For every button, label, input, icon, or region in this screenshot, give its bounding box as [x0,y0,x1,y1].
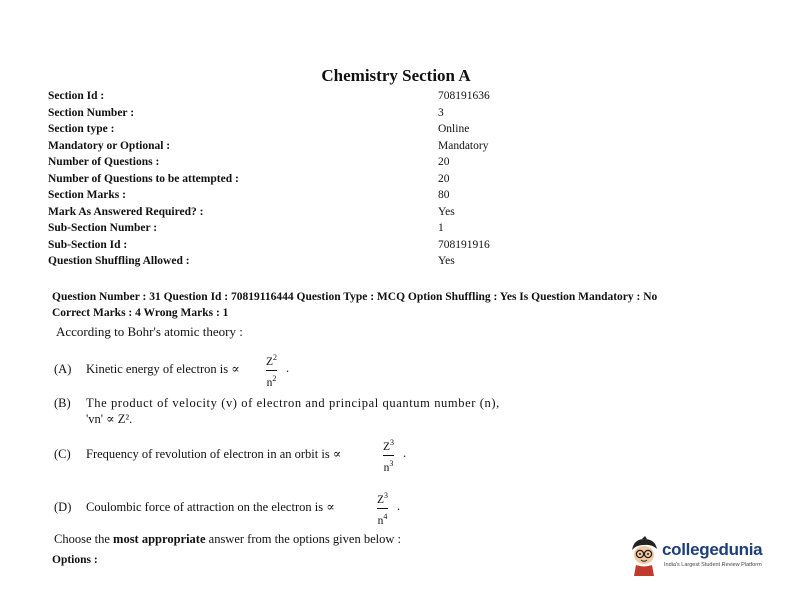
info-value: Yes [438,206,455,218]
fraction-numerator-exponent: 3 [384,491,389,500]
option-c-period: . [403,446,407,460]
mascot-icon [626,536,662,576]
info-label: Section Number : [48,107,135,119]
info-row-number-of-questions [48,156,568,172]
info-value: Mandatory [438,140,489,152]
answer-instruction [54,532,401,547]
option-text: Frequency of revolution of electron in an orbit is ∝ [86,447,342,461]
option-text: Kinetic energy of electron is ∝ [86,362,240,376]
fraction-numerator-base: Z [383,440,391,453]
info-row-section-type [48,123,568,139]
instruction-text-start: Choose the [54,532,110,546]
info-row-sub-section-number [48,222,568,238]
fraction-numerator-base: Z [266,355,274,368]
option-c-fraction [383,436,394,475]
info-label: Number of Questions : [48,156,160,168]
option-key: (D) [54,500,72,514]
fraction-numerator-exponent: 3 [390,438,395,447]
info-row-sub-section-id [48,239,568,255]
brand-name: collegedunia [662,540,763,559]
options-label: Options : [52,554,98,566]
section-title: Chemistry Section A [321,66,471,85]
fraction-denominator-exponent: 2 [272,373,277,383]
info-row-question-shuffling [48,255,568,271]
option-d-period: . [397,499,401,513]
collegedunia-watermark [626,536,776,576]
fraction-denominator-base: n [377,514,384,527]
option-key: (C) [54,447,71,461]
option-a [54,361,240,377]
info-value: Yes [438,255,455,267]
info-row-mandatory [48,140,568,156]
info-label: Mandatory or Optional : [48,140,171,152]
option-text: Coulombic force of attraction on the electron is ∝ [86,500,335,514]
info-row-questions-to-attempt [48,173,568,189]
info-label: Question Shuffling Allowed : [48,255,190,267]
option-key: (B) [54,396,71,410]
fraction-denominator-base: n [383,461,390,474]
info-value: Online [438,123,470,135]
option-d-fraction [377,489,388,528]
info-value: 80 [438,189,450,201]
question-meta-line: Question Number : 31 Question Id : 70819116444 Question Type : MCQ Option Shuffling : Yes Is Question Mandatory : No [52,291,658,303]
fraction-numerator-base: Z [377,493,385,506]
info-row-section-number [48,107,568,123]
fraction-denominator-exponent: 4 [383,511,388,521]
fraction-denominator-exponent: 3 [389,458,394,468]
option-a-period: . [286,361,290,375]
option-b-line2: 'vn' ∝ Z². [86,412,133,426]
info-value: 708191636 [438,90,490,102]
fraction-numerator-exponent: 2 [273,353,278,362]
option-a-fraction [266,351,277,390]
option-b [54,396,500,411]
info-value: 20 [438,173,450,185]
question-stem: According to Bohr's atomic theory : [56,324,243,339]
info-row-section-marks [48,189,568,205]
question-marks-line: Correct Marks : 4 Wrong Marks : 1 [52,307,229,319]
fraction-denominator-base: n [266,376,273,389]
info-label: Mark As Answered Required? : [48,206,204,218]
info-value: 708191916 [438,239,490,251]
info-label: Number of Questions to be attempted : [48,173,239,185]
option-d [54,499,335,515]
info-row-section-id [48,90,568,106]
info-label: Section Id : [48,90,105,102]
info-value: 1 [438,222,444,234]
info-value: 3 [438,107,444,119]
info-label: Sub-Section Id : [48,239,128,251]
option-key: (A) [54,362,72,376]
info-row-mark-as-answered [48,206,568,222]
info-value: 20 [438,156,450,168]
info-label: Section Marks : [48,189,126,201]
info-label: Section type : [48,123,115,135]
instruction-emphasis: most appropriate [113,532,206,546]
instruction-text-end: answer from the options given below : [208,532,401,546]
info-label: Sub-Section Number : [48,222,158,234]
option-c [54,446,341,462]
brand-tagline: India's Largest Student Review Platform [664,562,762,568]
option-text: The product of velocity (v) of electron and principal quantum number (n), [86,396,500,410]
